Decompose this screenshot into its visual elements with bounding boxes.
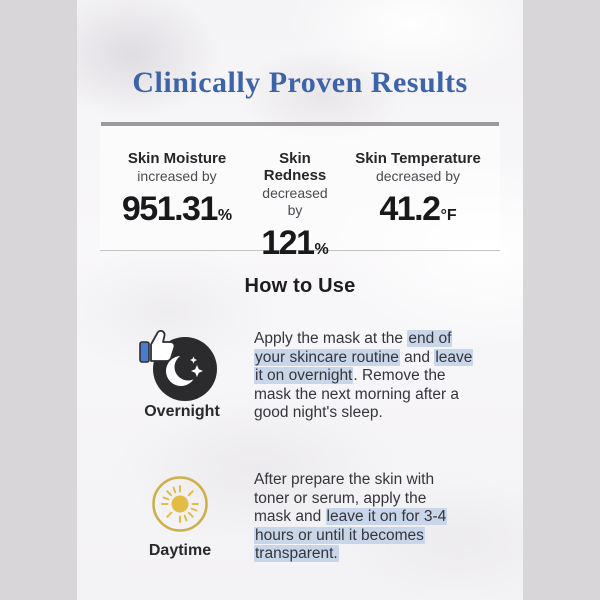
highlighted-text: end of (408, 330, 452, 347)
how-to-use-title: How to Use (244, 275, 356, 297)
stat-unit: % (314, 241, 329, 258)
instruction-line (254, 471, 504, 490)
plain-text: mask and (254, 508, 326, 526)
highlighted-text: your skincare routine (255, 348, 399, 366)
stat-change: decreased by (262, 185, 328, 218)
plain-text: mask the next morning after a (254, 385, 460, 403)
stat-label: Skin Moisture (127, 150, 227, 167)
instruction-line (254, 349, 504, 368)
sun-icon (151, 475, 209, 533)
daytime-step-icon-box (130, 470, 230, 560)
plain-text: good night's sleep. (254, 404, 383, 422)
instruction-line (254, 330, 504, 349)
stat-change: increased by (137, 168, 217, 184)
stats-panel (100, 126, 500, 262)
overnight-step-icon-box (132, 328, 232, 421)
instruction-line (254, 367, 504, 386)
stat-number: 951.31 (121, 190, 217, 228)
results-title: Clinically Proven Results (132, 66, 468, 99)
plain-text: . Remove the (353, 367, 446, 385)
stat-number: 121 (261, 224, 314, 262)
stat-value (336, 192, 500, 233)
stat-value (100, 192, 254, 233)
highlighted-text: leave it on for 3-4 (326, 508, 447, 526)
stat-unit: % (217, 207, 233, 224)
instruction-line (254, 545, 504, 564)
stat-change: decreased by (375, 168, 461, 184)
plain-text: and (399, 348, 435, 366)
instruction-line (254, 527, 504, 546)
highlighted-text: it on overnight (255, 367, 353, 385)
stat-skin-moisture (100, 150, 254, 267)
photo-background (77, 0, 523, 600)
stat-label: Skin Temperature (355, 150, 481, 167)
overnight-instructions (254, 330, 504, 423)
plain-text: After prepare the skin with (254, 471, 435, 488)
highlighted-text: transparent. (255, 545, 338, 563)
stat-skin-redness (254, 150, 336, 267)
plain-text: Apply the mask at the (254, 330, 408, 347)
highlighted-text: hours or until it becomes (255, 526, 424, 544)
thumbs-up-icon (138, 328, 182, 368)
instruction-line (254, 490, 504, 509)
overnight-label: Overnight (144, 403, 220, 420)
moon-stars-thumbs-up-icon (132, 328, 232, 402)
daytime-label: Daytime (148, 542, 212, 559)
instruction-line (254, 386, 504, 405)
stat-label: Skin Redness (263, 150, 327, 184)
instruction-line (254, 404, 504, 423)
daytime-instructions (254, 471, 504, 564)
plain-text: toner or serum, apply the (254, 489, 427, 507)
stat-unit: °F (440, 207, 457, 224)
stat-number: 41.2 (379, 190, 440, 228)
stat-value (254, 226, 336, 267)
highlighted-text: leave (435, 348, 473, 366)
stat-skin-temperature (336, 150, 500, 267)
instruction-line (254, 508, 504, 527)
